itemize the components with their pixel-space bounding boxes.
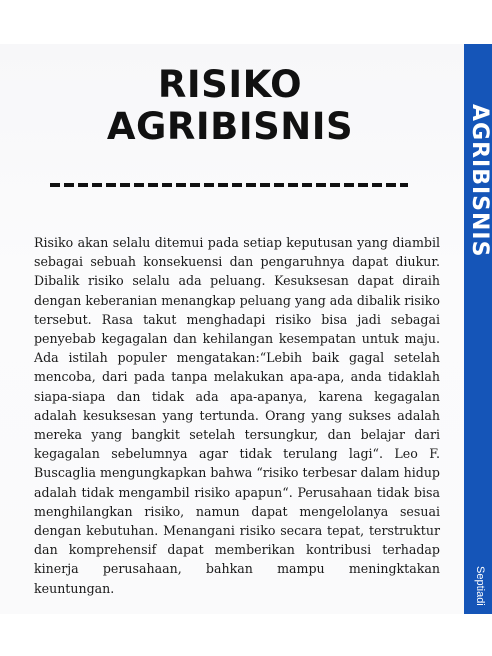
body-paragraph: Risiko akan selalu ditemui pada setiap keputusan yang diambil sebagai sebuah konsekuensi dan pengaruhnya dapat diukur. Dibalik risiko selalu ada peluang. Kesuksesan dapat diraih dengan keberanian menangkap peluang yang ada dibalik risiko tersebut. Rasa takut menghadapi risiko bisa jadi sebagai penyebab kegagalan dan kehilangan kesempatan untuk maju. Ada istilah populer mengatakan:“Lebih baik gagal setelah mencoba, dari pada tanpa melakukan apa-apa, anda tidaklah siapa-siapa dan tidak ada apa-apanya, karena kegagalan adalah kesuksesan yang tertunda. Orang yang sukses adalah mereka yang bangkit setelah tersungkur, dan belajar dari kegagalan sebelumnya agar tidak terulang lagi“. Leo F. Buscaglia mengungkapkan bahwa “risiko terbesar dalam hidup adalah tidak mengambil risiko apapun“. Perusahaan tidak bisa menghilangkan risiko, namun dapat mengelolanya sesuai dengan kebutuhan. Menangani risiko secara tepat, terstruktur dan komprehensif dapat memberikan kontribusi terhadap kinerja perusahaan, bahkan mampu meningktakan keuntungan. [34, 235, 440, 596]
side-bar [464, 44, 492, 614]
page-title [60, 64, 400, 148]
side-bar-author: Septiadi [474, 566, 486, 606]
side-bar-title: AGRIBISNIS [467, 104, 492, 258]
divider-end-dot [406, 183, 408, 187]
title-line-2: AGRIBISNIS [106, 105, 354, 148]
title-line-1: RISIKO [157, 63, 303, 106]
dashed-divider [50, 183, 406, 187]
